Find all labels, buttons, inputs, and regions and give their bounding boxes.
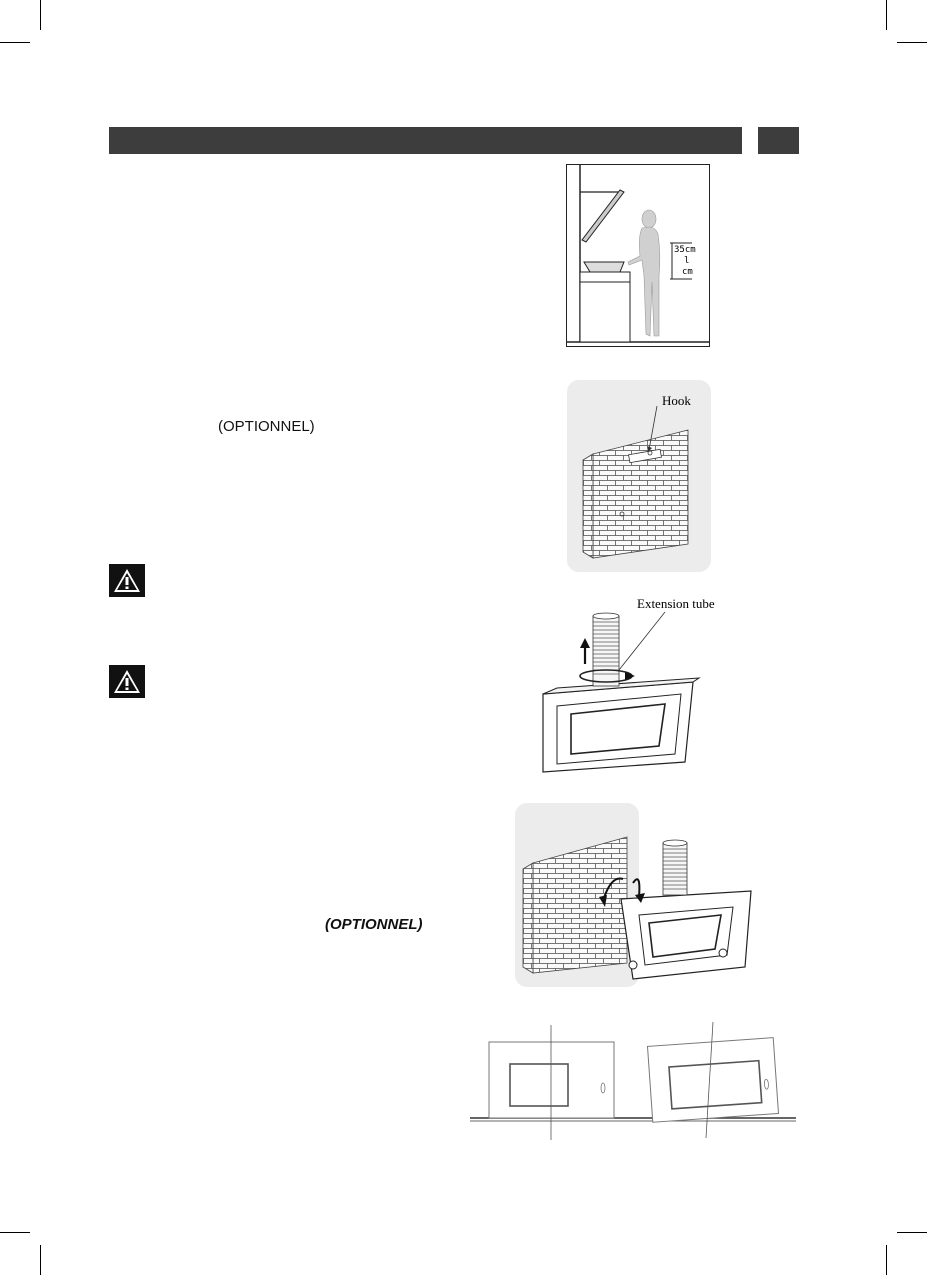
- page-number-tab: [758, 127, 799, 154]
- measure-mid-label: l: [684, 256, 690, 266]
- warning-triangle-icon: [109, 665, 145, 698]
- installation-height-figure: [566, 164, 711, 348]
- crop-mark-bottom-right-v: [886, 1245, 887, 1275]
- level-check-figure: [468, 1020, 798, 1145]
- measure-top-label: 35cm: [674, 245, 696, 255]
- extension-tube-figure: [535, 594, 745, 780]
- crop-mark-top-left-h: [0, 42, 30, 43]
- crop-mark-top-right-h: [897, 42, 927, 43]
- optional-label-1: (OPTIONNEL): [218, 418, 315, 435]
- crop-mark-top-left-v: [40, 0, 41, 30]
- crop-mark-bottom-left-v: [40, 1245, 41, 1275]
- section-header-bar: [109, 127, 742, 154]
- crop-mark-top-right-v: [886, 0, 887, 30]
- optional-label-2: (OPTIONNEL): [325, 916, 423, 933]
- measure-bottom-label: cm: [682, 267, 693, 277]
- crop-mark-bottom-right-h: [897, 1232, 927, 1233]
- crop-mark-bottom-left-h: [0, 1232, 30, 1233]
- extension-tube-label: Extension tube: [637, 596, 715, 611]
- hook-label: Hook: [662, 393, 691, 408]
- hood-mounting-figure: [515, 803, 759, 987]
- hook-wall-figure: [567, 380, 711, 572]
- warning-triangle-icon: [109, 564, 145, 597]
